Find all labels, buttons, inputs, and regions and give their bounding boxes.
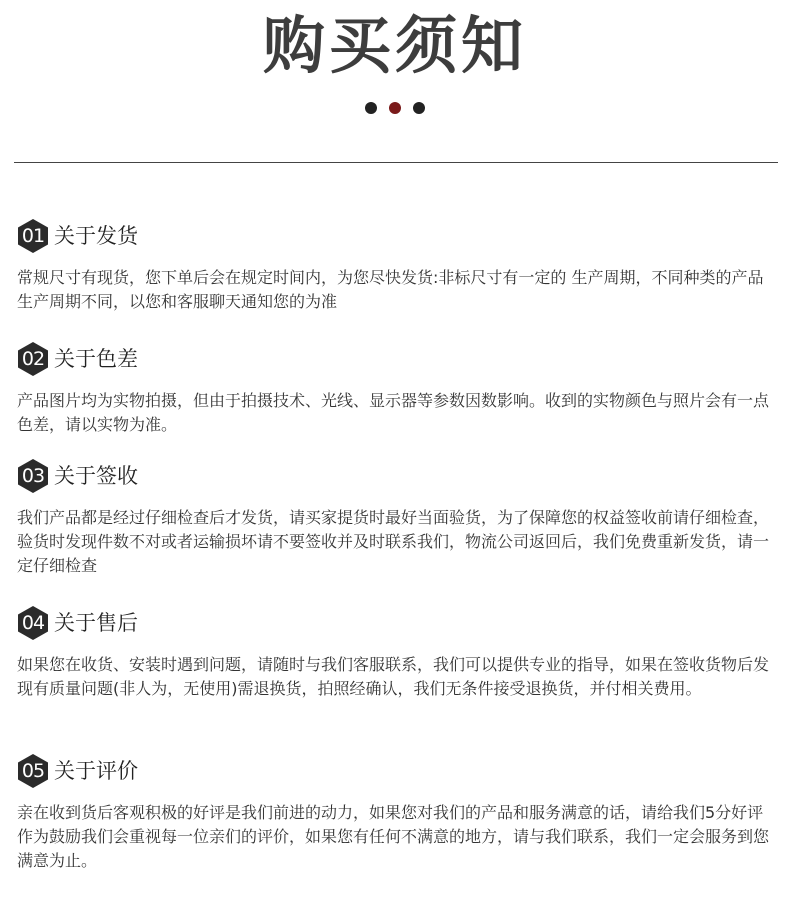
hexagon-badge-icon: [17, 605, 49, 641]
section-color-difference: [17, 340, 773, 437]
section-number: 05: [21, 760, 45, 782]
hexagon-badge-icon: [17, 458, 49, 494]
section-body: 我们产品都是经过仔细检查后才发货，请买家提货时最好当面验货，为了保障您的权益签收前请仔细检查，验货时发现件数不对或者运输损坏请不要签收并及时联系我们，物流公司返回后，我们免费重新发货，请一定仔细检查: [17, 508, 770, 575]
section-header: [17, 457, 773, 495]
section-receipt: [17, 457, 773, 578]
dot-accent-icon: [389, 102, 401, 114]
section-number: 02: [21, 348, 45, 370]
title-divider: [14, 162, 778, 163]
section-title: 关于评价: [54, 759, 138, 783]
section-body: 产品图片均为实物拍摄，但由于拍摄技术、光线、显示器等参数因数影响。收到的实物颜色与照片会有一点色差，请以实物为准。: [17, 391, 770, 434]
hexagon-badge-icon: [17, 753, 49, 789]
section-header: [17, 340, 773, 378]
section-number: 01: [21, 225, 45, 247]
section-title: 关于发货: [54, 224, 138, 248]
section-title: 关于色差: [54, 347, 138, 371]
section-reviews: [17, 752, 773, 873]
page-title: 购买须知: [262, 9, 527, 82]
dot-icon: [413, 102, 425, 114]
hexagon-badge-icon: [17, 341, 49, 377]
section-number: 04: [21, 612, 45, 634]
dot-icon: [365, 102, 377, 114]
section-header: [17, 217, 773, 255]
section-after-sales: [17, 604, 773, 701]
section-title: 关于售后: [54, 611, 138, 635]
section-body: 如果您在收货、安装时遇到问题，请随时与我们客服联系，我们可以提供专业的指导，如果在签收货物后发现有质量问题(非人为，无使用)需退换货，拍照经确认，我们无条件接受退换货，并付相关费用。: [17, 655, 770, 698]
hexagon-badge-icon: [17, 218, 49, 254]
section-header: [17, 752, 773, 790]
section-number: 03: [21, 465, 45, 487]
section-title: 关于签收: [54, 464, 138, 488]
decorative-dots: [0, 102, 790, 116]
section-header: [17, 604, 773, 642]
section-body: 常规尺寸有现货，您下单后会在规定时间内，为您尽快发货:非标尺寸有一定的 生产周期，不同种类的产品生产周期不同，以您和客服聊天通知您的为准: [17, 268, 764, 311]
section-body: 亲在收到货后客观积极的好评是我们前进的动力，如果您对我们的产品和服务满意的话，请给我们5分好评作为鼓励我们会重视每一位亲们的评价，如果您有任何不满意的地方，请与我们联系，我们一定会服务到您满意为止。: [17, 803, 770, 870]
section-shipping: [17, 217, 773, 314]
